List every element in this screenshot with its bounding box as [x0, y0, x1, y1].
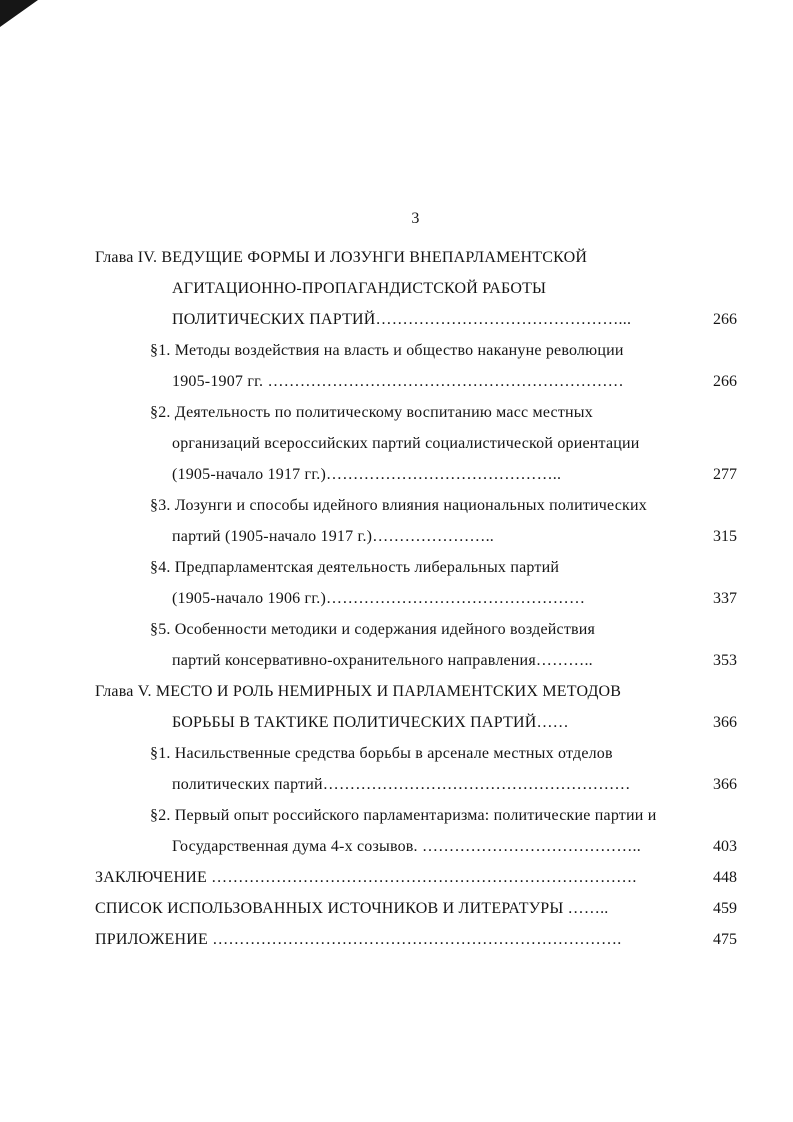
toc-entry-text: §2. Деятельность по политическому воспитанию масс местных — [150, 404, 593, 421]
table-of-contents — [95, 242, 737, 955]
toc-entry-text: §1. Насильственные средства борьбы в арсенале местных отделов — [150, 745, 613, 762]
toc-entry-text: ПОЛИТИЧЕСКИХ ПАРТИЙ………………………………………... — [172, 311, 632, 328]
toc-entry-text: СПИСОК ИСПОЛЬЗОВАННЫХ ИСТОЧНИКОВ И ЛИТЕРАТУРЫ …….. — [95, 900, 609, 917]
toc-entry-text: §2. Первый опыт российского парламентаризма: политические партии и — [150, 807, 657, 824]
toc-line — [95, 831, 737, 862]
toc-entry-page-number: 475 — [713, 931, 737, 948]
toc-entry-text: §4. Предпарламентская деятельность либеральных партий — [150, 559, 560, 576]
toc-entry-text: ПРИЛОЖЕНИЕ …………………………………………………………………. — [95, 931, 622, 948]
toc-line — [95, 676, 737, 707]
toc-entry-text: АГИТАЦИОННО-ПРОПАГАНДИСТСКОЙ РАБОТЫ — [172, 280, 547, 297]
toc-entry-text: партий (1905-начало 1917 г.)………………….. — [172, 528, 495, 545]
toc-line — [95, 521, 737, 552]
toc-entry-text: политических партий………………………………………………… — [172, 776, 631, 793]
toc-line — [95, 614, 737, 645]
toc-entry-text: Государственная дума 4-х созывов. ………………………………….. — [172, 838, 641, 855]
toc-line — [95, 366, 737, 397]
toc-entry-page-number: 315 — [713, 528, 737, 545]
toc-line — [95, 769, 737, 800]
toc-entry-page-number: 448 — [713, 869, 737, 886]
toc-entry-page-number: 277 — [713, 466, 737, 483]
toc-line — [95, 459, 737, 490]
toc-line — [95, 583, 737, 614]
toc-entry-text: Глава IV. ВЕДУЩИЕ ФОРМЫ И ЛОЗУНГИ ВНЕПАРЛАМЕНТСКОЙ — [95, 249, 588, 266]
toc-entry-text: §5. Особенности методики и содержания идейного воздействия — [150, 621, 596, 638]
toc-entry-page-number: 366 — [713, 776, 737, 793]
toc-line — [95, 645, 737, 676]
toc-entry-text: партий консервативно-охранительного направления……….. — [172, 652, 593, 669]
toc-line — [95, 335, 737, 366]
toc-entry-text: §1. Методы воздействия на власть и общество накануне революции — [150, 342, 624, 359]
toc-entry-text: (1905-начало 1917 гг.)…………………………………….. — [172, 466, 562, 483]
toc-entry-page-number: 366 — [713, 714, 737, 731]
toc-entry-text: 1905-1907 гг. ………………………………………………………… — [172, 373, 624, 390]
toc-entry-page-number: 403 — [713, 838, 737, 855]
toc-line — [95, 707, 737, 738]
toc-entry-text: Глава V. МЕСТО И РОЛЬ НЕМИРНЫХ И ПАРЛАМЕНТСКИХ МЕТОДОВ — [95, 683, 622, 700]
toc-line — [95, 552, 737, 583]
scan-corner-artifact — [0, 0, 38, 27]
toc-line — [95, 490, 737, 521]
page-number: 3 — [411, 210, 420, 227]
toc-entry-page-number: 337 — [713, 590, 737, 607]
toc-entry-text: ЗАКЛЮЧЕНИЕ ……………………………………………………………………. — [95, 869, 637, 886]
toc-line — [95, 397, 737, 428]
toc-line — [95, 893, 737, 924]
toc-entry-page-number: 266 — [713, 311, 737, 328]
toc-entry-text: БОРЬБЫ В ТАКТИКЕ ПОЛИТИЧЕСКИХ ПАРТИЙ…… — [172, 714, 569, 731]
toc-entry-text: организаций всероссийских партий социалистической ориентации — [172, 435, 640, 452]
toc-line — [95, 428, 737, 459]
toc-line — [95, 242, 737, 273]
toc-entry-page-number: 266 — [713, 373, 737, 390]
toc-line — [95, 273, 737, 304]
toc-line — [95, 924, 737, 955]
toc-line — [95, 304, 737, 335]
toc-entry-text: (1905-начало 1906 гг.)………………………………………… — [172, 590, 586, 607]
toc-entry-page-number: 459 — [713, 900, 737, 917]
toc-line — [95, 862, 737, 893]
toc-entry-page-number: 353 — [713, 652, 737, 669]
toc-line — [95, 800, 737, 831]
toc-line — [95, 738, 737, 769]
toc-entry-text: §3. Лозунги и способы идейного влияния национальных политических — [150, 497, 647, 514]
